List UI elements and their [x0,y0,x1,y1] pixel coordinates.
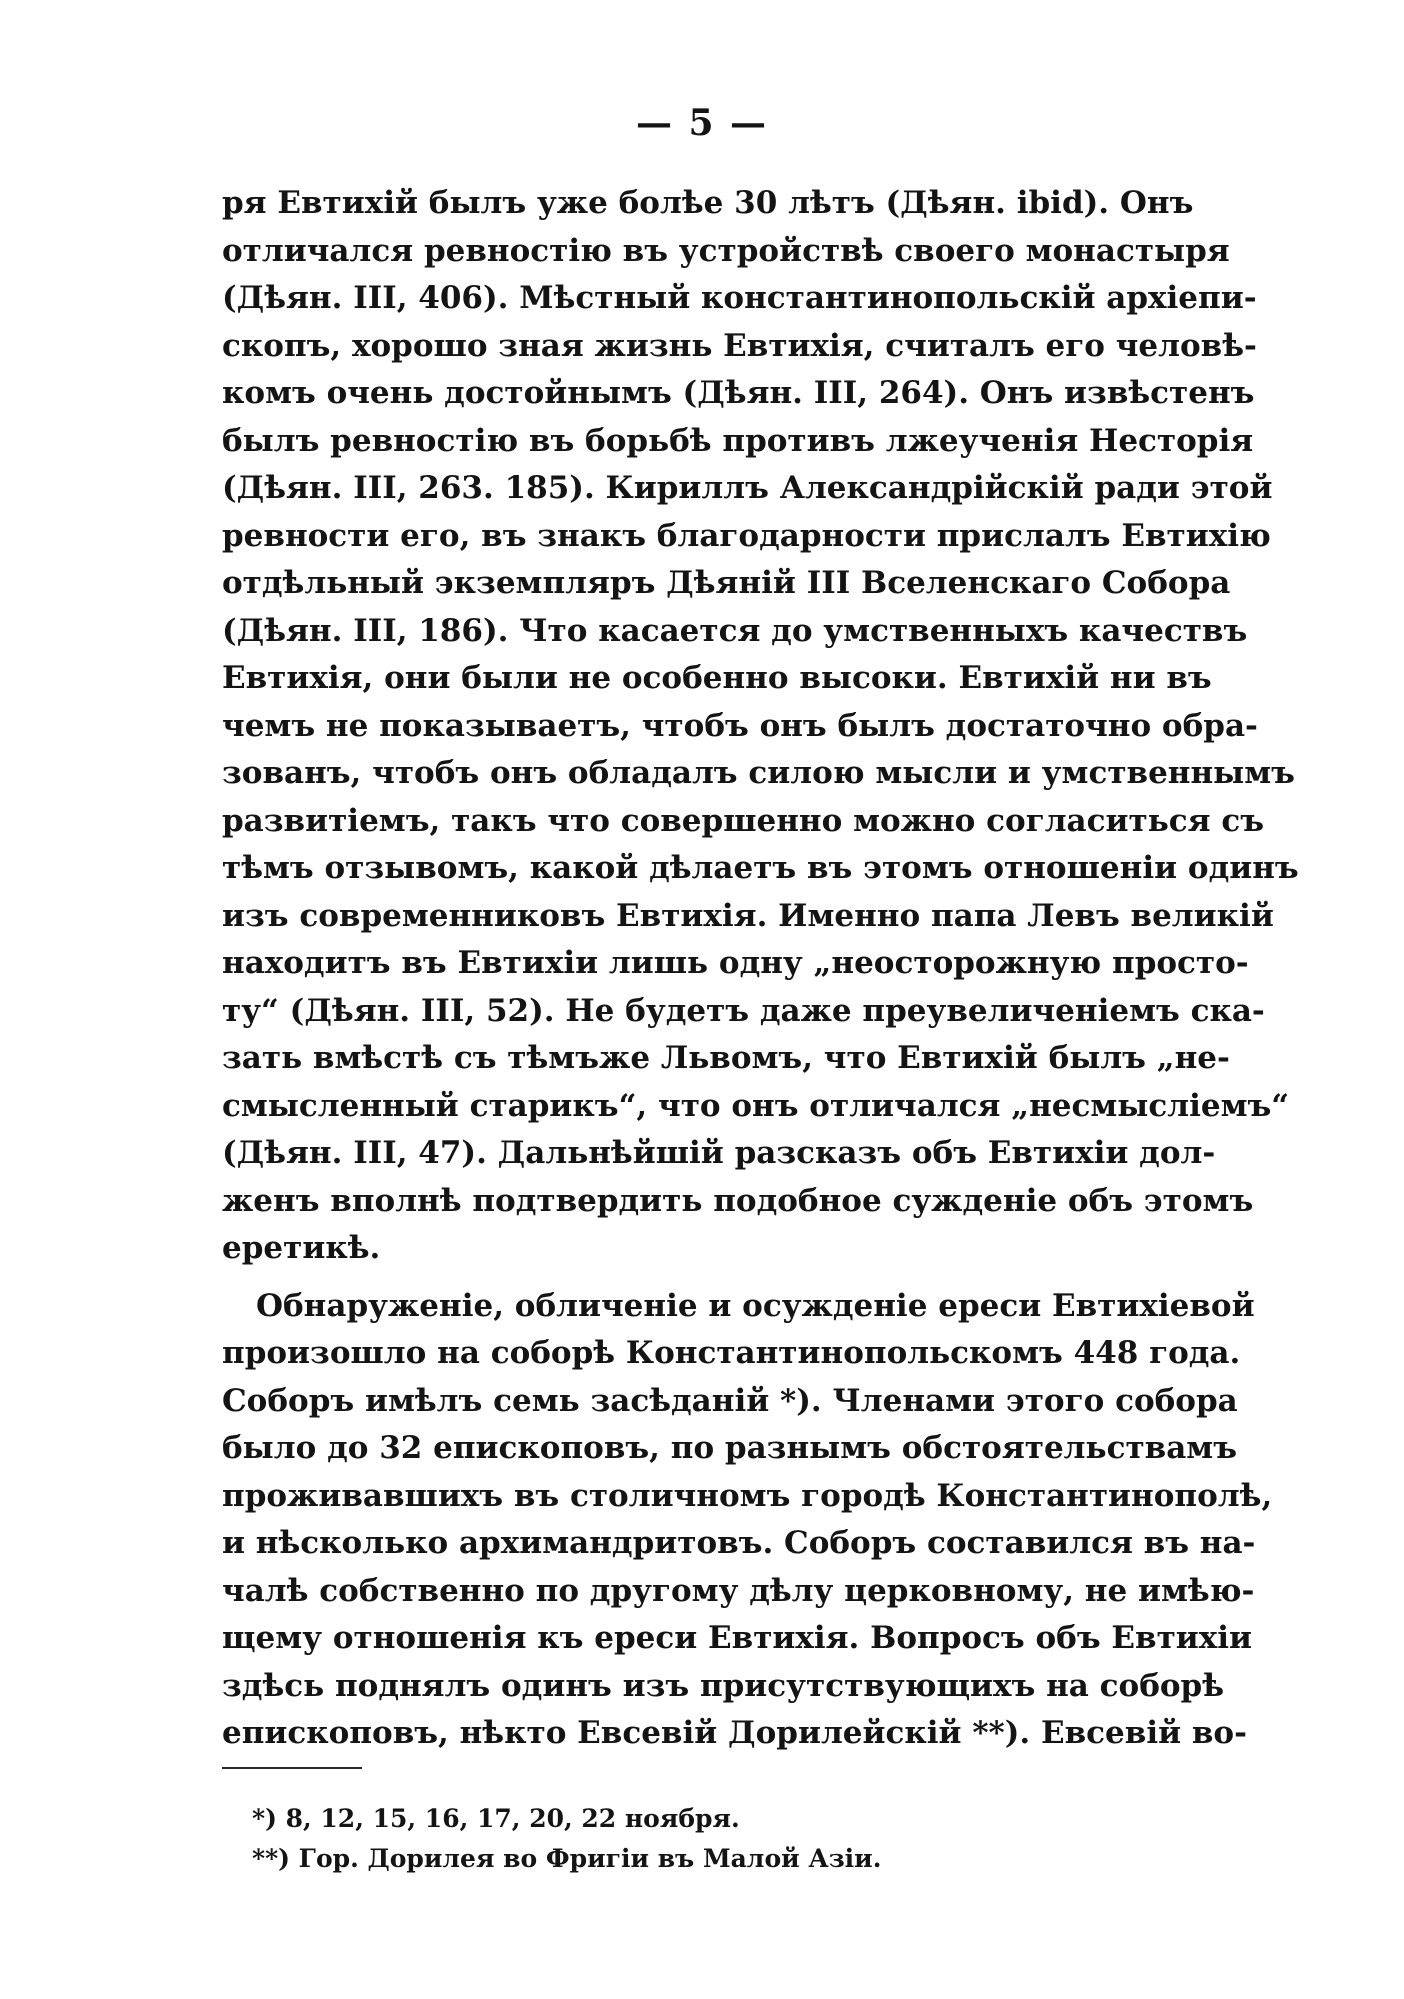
footnote-2: **) Гор. Дорилея во Фригіи въ Малой Азіи. [252,1844,882,1873]
text-line: ря Евтихій былъ уже болѣе 30 лѣтъ (Дѣян. ibid). Онъ [222,185,1194,221]
text-line: тѣмъ отзывомъ, какой дѣлаетъ въ этомъ отношеніи одинъ [222,850,1299,886]
text-line: проживавшихъ въ столичномъ городѣ Константинополѣ, [222,1477,1273,1514]
text-line: развитіемъ, такъ что совершенно можно согласиться съ [222,802,1264,839]
text-line: еретикѣ. [222,1230,381,1266]
text-line: (Дѣян. III, 406). Мѣстный константинопольскій архіепи- [222,280,1257,316]
text-line: было до 32 епископовъ, по разнымъ обстоятельствамъ [222,1430,1237,1466]
text-line: Евтихія, они были не особенно высоки. Евтихій ни въ [222,660,1212,696]
text-line: Соборъ имѣлъ семь засѣданій *). Членами этого собора [222,1382,1238,1419]
text-line: женъ вполнѣ подтвердить подобное сужденіе объ этомъ [222,1182,1254,1219]
text-line: произошло на соборѣ Константинопольскомъ 448 года. [222,1335,1241,1371]
paragraph-1 [222,180,1299,1273]
footnote-divider [222,1767,362,1769]
main-text [222,180,1299,1758]
text-line: и нѣсколько архимандритовъ. Соборъ составился въ на- [222,1525,1256,1561]
text-line: чалѣ собственно по другому дѣлу церковному, не имѣю- [222,1572,1255,1609]
footnotes [252,1799,1152,1879]
text-line: отличался ревностію въ устройствѣ своего монастыря [222,232,1230,269]
text-line: комъ очень достойнымъ (Дѣян. III, 264). Онъ извѣстенъ [222,375,1255,411]
paragraph-2 [222,1283,1273,1758]
text-line: (Дѣян. III, 263. 185). Кириллъ Александрійскій ради этой [222,470,1273,506]
text-line: находитъ въ Евтихіи лишь одну „неосторожную просто- [222,945,1249,981]
text-line: (Дѣян. III, 186). Что касается до умственныхъ качествъ [222,612,1248,649]
text-line: здѣсь поднялъ одинъ изъ присутствующихъ на соборѣ [222,1667,1225,1704]
text-line: изъ современниковъ Евтихія. Именно папа Левъ великій [222,897,1274,934]
text-line: ревности его, въ знакъ благодарности прислалъ Евтихію [222,517,1271,554]
text-line: (Дѣян. III, 47). Дальнѣйшій разсказъ объ Евтихіи дол- [222,1135,1216,1171]
text-line: зать вмѣстѣ съ тѣмъже Львомъ, что Евтихій былъ „не- [222,1040,1230,1076]
footnote-1: *) 8, 12, 15, 16, 17, 20, 22 ноября. [252,1804,740,1833]
text-line: Обнаруженіе, обличеніе и осужденіе ереси Евтихіевой [256,1287,1255,1324]
page-number: — 5 — [635,102,769,144]
text-line: ту“ (Дѣян. III, 52). Не будетъ даже преувеличеніемъ ска- [222,992,1265,1029]
text-line: епископовъ, нѣкто Евсевій Дорилейскій **). Евсевій во- [222,1715,1247,1751]
text-line: былъ ревностію въ борьбѣ противъ лжеученія Несторія [222,422,1254,459]
text-line: смысленный старикъ“, что онъ отличался „несмысліемъ“ [222,1087,1290,1124]
text-line: скопъ, хорошо зная жизнь Евтихія, считалъ его человѣ- [222,327,1257,364]
text-line: щему отношенія къ ереси Евтихія. Вопросъ объ Евтихіи [222,1620,1253,1656]
text-line: чемъ не показываетъ, чтобъ онъ былъ достаточно обра- [222,707,1258,744]
text-line: отдѣльный экземпляръ Дѣяній III Вселенскаго Собора [222,565,1231,601]
text-line: зованъ, чтобъ онъ обладалъ силою мысли и умственнымъ [222,755,1295,791]
